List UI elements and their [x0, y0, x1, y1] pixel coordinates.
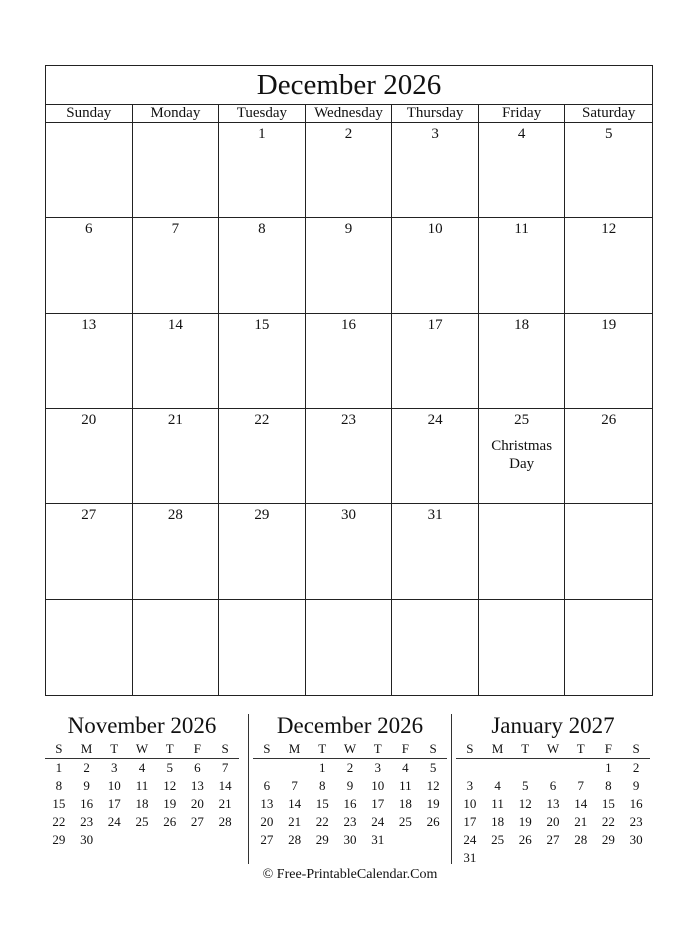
mini-day: [281, 759, 309, 777]
mini-weekday: F: [401, 741, 410, 756]
day-cell: [306, 314, 393, 409]
mini-day: 20: [190, 796, 204, 811]
mini-day: 7: [577, 778, 584, 793]
mini-day: [253, 759, 281, 777]
day-cell: [133, 123, 220, 218]
mini-day: 22: [52, 814, 66, 829]
day-number: 22: [254, 412, 270, 428]
mini-day: 22: [601, 814, 615, 829]
mini-calendar-prev: [45, 712, 239, 849]
mini-calendar-current: [253, 712, 447, 849]
day-cell: [133, 600, 220, 695]
mini-day: 5: [429, 760, 437, 775]
weekday-header: Thursday: [392, 105, 479, 122]
weekday-header: Wednesday: [306, 105, 393, 122]
day-cell: [479, 600, 566, 695]
day-cell: [565, 314, 652, 409]
month-calendar: [45, 65, 653, 696]
day-cell: [392, 600, 479, 695]
mini-day: 16: [343, 796, 357, 811]
mini-day: 15: [315, 796, 329, 811]
mini-day: 15: [52, 796, 66, 811]
mini-day: 23: [80, 814, 94, 829]
mini-day: 27: [546, 832, 560, 847]
mini-day: 15: [601, 796, 615, 811]
mini-weekday: W: [343, 741, 357, 756]
mini-day: 9: [346, 778, 354, 793]
day-cell: [479, 123, 566, 218]
mini-weekday: S: [55, 741, 63, 756]
mini-calendar-title: November 2026: [67, 713, 217, 738]
mini-weekday: S: [221, 741, 229, 756]
mini-weekday: S: [632, 741, 640, 756]
day-cell: [479, 504, 566, 599]
mini-day: 21: [218, 796, 232, 811]
day-number: 19: [601, 316, 617, 333]
mini-weekday: T: [165, 741, 174, 756]
mini-weekday-row: [456, 740, 650, 759]
mini-day: 18: [398, 796, 412, 811]
mini-separator: [248, 714, 249, 864]
mini-day: 2: [632, 760, 640, 775]
mini-day: 28: [574, 832, 588, 847]
mini-day: 26: [426, 814, 440, 829]
day-number: 20: [81, 412, 97, 428]
day-number: 25: [514, 412, 530, 428]
mini-day: [484, 759, 512, 777]
mini-weekday: T: [110, 741, 119, 756]
day-cell: [565, 409, 652, 504]
day-cell: [133, 314, 220, 409]
weekday-header: Saturday: [582, 105, 636, 121]
mini-weekday: T: [521, 741, 530, 756]
day-cell: [565, 600, 652, 695]
mini-day: 23: [343, 814, 357, 829]
mini-day: 30: [343, 832, 357, 847]
mini-weekday: W: [135, 741, 149, 756]
mini-day: 4: [138, 760, 146, 775]
mini-day: 5: [166, 760, 173, 775]
mini-calendar-title: January 2027: [491, 713, 615, 738]
mini-day: 26: [518, 832, 532, 847]
mini-calendar-title: December 2026: [276, 713, 424, 738]
mini-day: 25: [135, 814, 149, 829]
day-cell: [479, 218, 566, 313]
day-number: 21: [167, 412, 183, 428]
mini-day: 4: [402, 760, 409, 775]
mini-day: 20: [546, 814, 560, 829]
mini-day: 29: [315, 832, 329, 847]
day-number: 11: [514, 221, 529, 238]
day-cell: [306, 409, 393, 504]
mini-weekday-row: [253, 740, 447, 759]
mini-day: 17: [371, 796, 385, 811]
day-number: 3: [431, 126, 439, 142]
mini-day: 24: [371, 814, 385, 829]
mini-day: 30: [80, 832, 94, 847]
day-cell: [46, 600, 133, 695]
weekday-header: Sunday: [46, 105, 133, 122]
mini-day: [456, 759, 484, 777]
weekday-header: Monday: [133, 105, 220, 122]
day-cell: [565, 504, 652, 599]
mini-day: 21: [574, 814, 588, 829]
mini-weekday: T: [318, 741, 327, 756]
mini-day: 31: [463, 850, 477, 865]
day-number: 10: [427, 221, 443, 238]
mini-day-grid: [45, 759, 239, 849]
day-cell: [46, 409, 133, 504]
mini-day: 11: [491, 796, 504, 811]
mini-day: 24: [107, 814, 121, 829]
mini-day: 21: [288, 814, 302, 829]
day-cell: [392, 123, 479, 218]
calendar-title: December 2026: [46, 66, 652, 105]
day-cell: [306, 218, 393, 313]
weekday-header: Tuesday: [219, 105, 306, 122]
mini-weekday: S: [466, 741, 474, 756]
mini-weekday: M: [491, 741, 504, 756]
day-number: 6: [85, 221, 93, 238]
mini-day: 19: [518, 814, 532, 829]
mini-day: 13: [190, 778, 204, 793]
day-cell: [392, 409, 479, 504]
day-number: 8: [258, 221, 266, 238]
mini-day: 30: [629, 832, 643, 847]
day-number: 9: [344, 221, 353, 238]
mini-day: 10: [107, 778, 121, 793]
mini-day: 11: [399, 778, 412, 793]
mini-day: 12: [163, 778, 177, 793]
day-cell: [219, 218, 306, 313]
mini-day: 23: [629, 814, 643, 829]
day-number: 7: [171, 221, 180, 238]
mini-weekday: F: [604, 741, 613, 756]
day-cell: [46, 504, 133, 599]
mini-day: 12: [518, 796, 532, 811]
weekday-header-row: [46, 105, 652, 123]
mini-day: [567, 759, 595, 777]
footer-credit: © Free-PrintableCalendar.Com: [262, 867, 438, 882]
mini-weekday: M: [288, 741, 301, 756]
day-cell: [133, 218, 220, 313]
mini-day: 9: [83, 778, 90, 793]
day-cell: [392, 218, 479, 313]
mini-day-grid: [456, 759, 650, 867]
mini-day: 13: [260, 796, 274, 811]
day-number: 31: [427, 507, 443, 524]
mini-day: 8: [55, 778, 63, 793]
day-number: 14: [167, 316, 183, 333]
mini-calendar-next: [456, 712, 650, 867]
mini-day: 29: [601, 832, 615, 847]
mini-day: 22: [315, 814, 329, 829]
day-cell: [46, 123, 133, 218]
day-grid: [46, 123, 652, 695]
day-cell: [306, 600, 393, 695]
day-cell: [46, 314, 133, 409]
day-cell: [219, 314, 306, 409]
mini-day: 17: [463, 814, 477, 829]
mini-day: 1: [605, 760, 612, 775]
mini-calendars: [45, 712, 653, 867]
mini-weekday: S: [263, 741, 271, 756]
day-number: 27: [81, 507, 97, 524]
mini-day: 5: [522, 778, 529, 793]
mini-day: 29: [52, 832, 66, 847]
mini-day: 9: [632, 778, 640, 793]
day-number: 5: [604, 126, 613, 142]
mini-weekday-row: [45, 740, 239, 759]
day-cell: [133, 504, 220, 599]
day-number: 30: [340, 507, 356, 524]
mini-separator: [451, 714, 452, 864]
day-number: 29: [254, 507, 270, 524]
mini-day: [539, 759, 567, 777]
mini-day: 6: [263, 778, 271, 793]
mini-day: 7: [221, 760, 229, 775]
day-number: 15: [254, 316, 270, 333]
mini-day: 14: [574, 796, 588, 811]
mini-day: 27: [190, 814, 204, 829]
mini-weekday: M: [80, 741, 93, 756]
mini-day: 14: [288, 796, 302, 811]
mini-day: 3: [466, 778, 474, 793]
mini-weekday: S: [429, 741, 437, 756]
mini-weekday: F: [193, 741, 202, 756]
day-number: 26: [601, 412, 617, 428]
mini-day: 19: [163, 796, 177, 811]
day-number: 17: [427, 316, 443, 333]
mini-day: 10: [371, 778, 385, 793]
mini-day: 16: [629, 796, 643, 811]
mini-day-grid: [253, 759, 447, 849]
mini-day: [511, 759, 539, 777]
day-number: 13: [81, 316, 97, 333]
mini-day: 8: [605, 778, 612, 793]
day-cell: [306, 123, 393, 218]
mini-day: 20: [260, 814, 274, 829]
mini-weekday: T: [576, 741, 585, 756]
mini-day: 10: [463, 796, 477, 811]
mini-weekday: T: [373, 741, 382, 756]
day-number: 1: [258, 126, 266, 142]
mini-day: 12: [426, 778, 440, 793]
day-cell: [392, 504, 479, 599]
day-cell: [219, 409, 306, 504]
day-number: 4: [517, 126, 526, 142]
mini-day: 7: [291, 778, 298, 793]
mini-day: 14: [218, 778, 232, 793]
day-cell: [306, 504, 393, 599]
day-number: 28: [167, 507, 183, 524]
day-cell: [219, 600, 306, 695]
mini-day: 3: [374, 760, 381, 775]
mini-weekday: W: [546, 741, 560, 756]
mini-day: 28: [288, 832, 302, 847]
mini-day: 2: [83, 760, 90, 775]
day-number: 16: [340, 316, 356, 333]
day-cell: [565, 123, 652, 218]
weekday-header: Friday: [479, 105, 566, 122]
day-number: 23: [340, 412, 356, 428]
mini-day: 25: [398, 814, 412, 829]
mini-day: 18: [491, 814, 505, 829]
mini-day: 6: [194, 760, 201, 775]
mini-day: 31: [371, 832, 385, 847]
mini-day: 26: [163, 814, 177, 829]
mini-day: 16: [80, 796, 94, 811]
mini-day: 8: [319, 778, 326, 793]
mini-day: 1: [319, 760, 326, 775]
mini-day: 6: [549, 778, 557, 793]
day-cell: [392, 314, 479, 409]
day-number: 24: [427, 412, 443, 428]
day-cell: [565, 218, 652, 313]
mini-day: 3: [111, 760, 118, 775]
day-cell: [219, 123, 306, 218]
mini-day: 27: [260, 832, 274, 847]
event-label: Christmas Day: [491, 438, 553, 472]
mini-day: 24: [463, 832, 477, 847]
mini-day: 11: [135, 778, 149, 793]
mini-day: 18: [135, 796, 149, 811]
mini-day: 13: [546, 796, 560, 811]
day-cell: [133, 409, 220, 504]
mini-day: 2: [346, 760, 354, 775]
mini-day: 19: [426, 796, 440, 811]
mini-day: 17: [107, 796, 121, 811]
day-number: 18: [514, 316, 530, 333]
day-cell: [479, 314, 566, 409]
mini-day: 25: [491, 832, 505, 847]
day-cell: [219, 504, 306, 599]
day-cell: [46, 218, 133, 313]
mini-day: 1: [55, 760, 63, 775]
day-cell: [479, 409, 566, 504]
day-number: 12: [601, 221, 617, 238]
mini-day: 4: [494, 778, 501, 793]
mini-day: 28: [218, 814, 232, 829]
day-number: 2: [344, 126, 353, 142]
